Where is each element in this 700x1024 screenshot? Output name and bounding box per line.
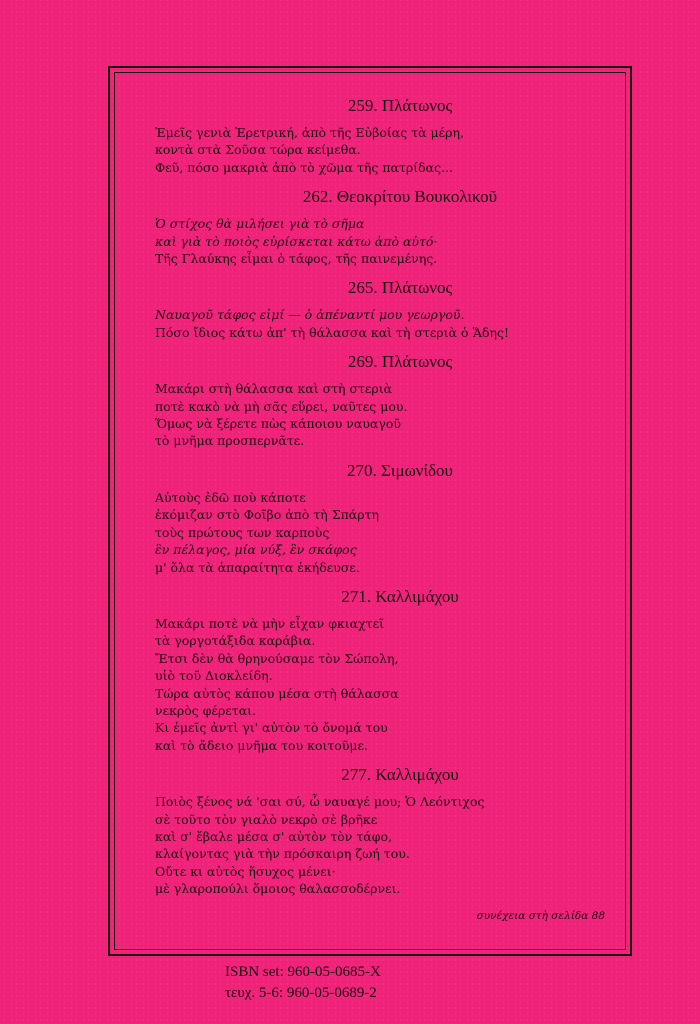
poem-line: μ' ὅλα τὰ ἀπαραίτητα ἐκήδευσε.: [155, 559, 360, 575]
poem-lines: [155, 124, 615, 176]
poem-line: Μακάρι στὴ θάλασσα καὶ στὴ στεριὰ: [155, 381, 393, 397]
poem-line: τὰ γοργοτάξιδα καράβια.: [155, 633, 316, 649]
poems-container: [155, 96, 615, 909]
poem-lines: [155, 615, 615, 754]
poem-line: Αὐτοὺς ἐδῶ ποὺ κάποτε: [155, 489, 306, 505]
poem-line: ποτὲ κακὸ νὰ μὴ σᾶς εὕρει, ναῦτες μου.: [155, 398, 408, 414]
poem-line: καὶ γιὰ τὸ ποιὸς εὑρίσκεται κάτω ἀπὸ αὐτό·: [155, 233, 438, 249]
poem-line: κοντὰ στὰ Σοῦσα τώρα κείμεθα.: [155, 142, 361, 158]
poem-title: 259. Πλάτωνος: [347, 96, 453, 115]
poem-line: υἱὸ τοῦ Διοκλείδη.: [155, 668, 273, 684]
poem: [155, 765, 615, 897]
poem-lines: [155, 793, 615, 897]
poem-line: ἐκόμιζαν στὸ Φοῖβο ἀπὸ τὴ Σπάρτη: [155, 507, 379, 523]
poem: [155, 187, 615, 267]
isbn-volume: τευχ. 5-6: 960-05-0689-2: [225, 985, 377, 1001]
poem-lines: [155, 306, 615, 341]
poem-line: σὲ τοῦτο τὸν γιαλὸ νεκρὸ σὲ βρῆκε: [155, 811, 378, 827]
poem-line: Ἐμεῖς γενιὰ Ἐρετρική, ἀπὸ τῆς Εὐβοίας τὰ μέρη,: [155, 125, 464, 140]
poem-line: μὲ γλαροπούλι ὅμοιος θαλασσοδέρνει.: [155, 881, 401, 897]
poem-line: Κι ἐμεῖς ἀντὶ γι' αὐτὸν τὸ ὄνομά του: [155, 720, 388, 736]
poem-line: Φεῦ, πόσο μακριὰ ἀπὸ τὸ χῶμα τῆς πατρίδας...: [155, 159, 454, 175]
poem-line: Τώρα αὐτὸς κάπου μέσα στὴ θάλασσα: [155, 685, 399, 701]
poem-line: κλαίγοντας γιὰ τὴν πρόσκαιρη ζωή του.: [155, 846, 410, 862]
poem-title: 271. Καλλιμάχου: [341, 586, 459, 606]
poem-title: 265. Πλάτωνος: [347, 278, 453, 298]
poem-line: Οὔτε κι αὐτὸς ἥσυχος μένει·: [155, 863, 336, 879]
poem-line: τοὺς πρώτους των καρποὺς: [155, 524, 330, 540]
poem-title: 262. Θεοκρίτου Βουκολικοῦ: [302, 187, 498, 207]
poem: [155, 96, 615, 176]
isbn-set: ISBN set: 960-05-0685-X: [225, 964, 381, 980]
poem-line: Μακάρι ποτὲ νὰ μὴν εἶχαν φκιαχτεῖ: [155, 615, 384, 631]
poem-title: 269. Πλάτωνος: [347, 352, 453, 372]
poem-line: Ναυαγοῦ τάφος εἰμί — ὁ ἀπέναντί μου γεωργοῦ.: [155, 307, 465, 323]
poem-line: ἓν πέλαγος, μία νύξ, ἓν σκάφος: [155, 542, 357, 558]
poem: [155, 278, 615, 341]
continuation-note: συνέχεια στὴ σελίδα 88: [476, 910, 605, 922]
poem: [155, 352, 615, 450]
poem-line: τὸ μνῆμα προσπερνᾶτε.: [155, 433, 305, 449]
poem-line: καὶ τὸ ἄδειο μνῆμα του κοιτοῦμε.: [155, 737, 369, 753]
poem-line: Ποιὸς ξένος νά 'σαι σύ, ὦ ναυαγέ μου; Ὁ Λεόντιχος: [155, 794, 485, 810]
poem: [155, 461, 615, 576]
poem-line: νεκρὸς φέρεται.: [155, 702, 257, 718]
poem-title: 270. Σιμωνίδου: [347, 460, 453, 480]
poem-lines: [155, 215, 615, 267]
poem-line: καὶ σ' ἔβαλε μέσα σ' αὐτὸν τὸν τάφο,: [155, 828, 392, 844]
poem-line: Ἔτσι δὲν θὰ θρηνούσαμε τὸν Σώπολη,: [155, 650, 399, 666]
poem-line: Τῆς Γλαύκης εἶμαι ὁ τάφος, τῆς παινεμένης.: [155, 251, 438, 267]
poem-line: Πόσο ἴδιος κάτω ἀπ' τὴ θάλασσα καὶ τὴ στεριὰ ὁ Ἅδης!: [155, 324, 510, 340]
poem-lines: [155, 380, 615, 450]
poem: [155, 587, 615, 754]
isbn-block: [225, 962, 381, 1004]
poem-line: Ὅμως νὰ ξέρετε πὼς κάποιου ναυαγοῦ: [155, 416, 401, 432]
poem-lines: [155, 489, 615, 576]
poem-line: Ὁ στίχος θὰ μιλήσει γιὰ τὸ σῆμα: [155, 216, 365, 232]
poem-title: 277. Καλλιμάχου: [341, 765, 459, 785]
